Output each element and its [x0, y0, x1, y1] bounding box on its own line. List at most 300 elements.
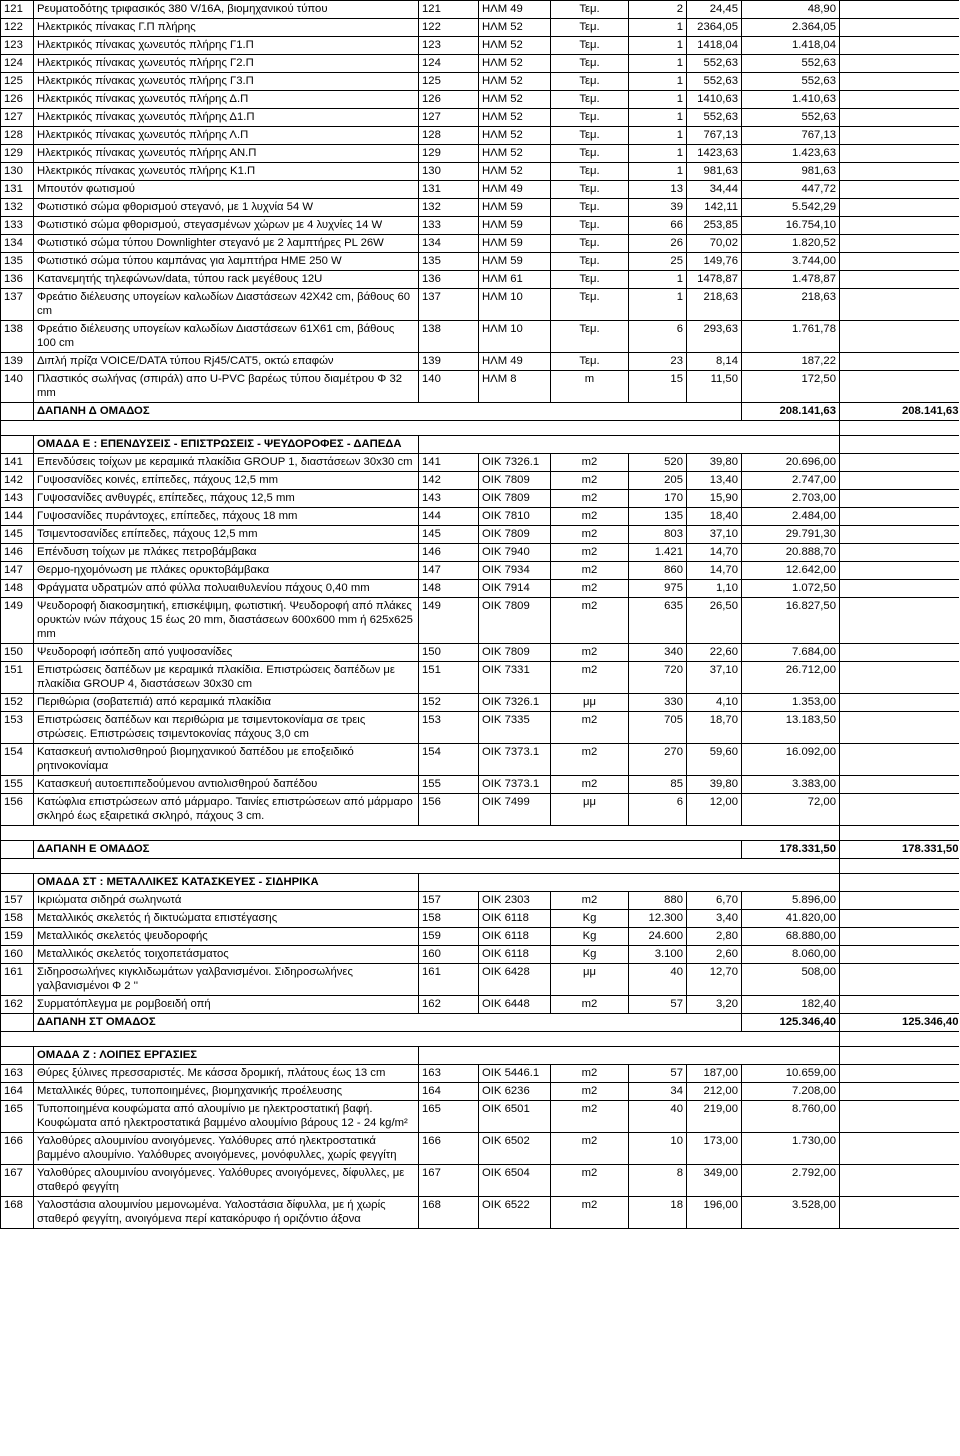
- item-number: 134: [1, 235, 34, 253]
- empty-cell: [840, 472, 959, 490]
- item-unit: Τεμ.: [551, 289, 629, 321]
- item-unit: m2: [551, 598, 629, 644]
- item-quantity: 57: [629, 996, 687, 1014]
- table-row: [1, 1, 959, 19]
- item-quantity: 1: [629, 91, 687, 109]
- table-row: [1, 289, 959, 321]
- item-total: 1.730,00: [742, 1133, 840, 1165]
- item-article-number: 133: [419, 217, 479, 235]
- empty-cell: [840, 644, 959, 662]
- item-description: Φρεάτιο διέλευσης υπογείων καλωδίων Διαστάσεων 61Χ61 cm, βάθους 100 cm: [34, 321, 419, 353]
- table-row: [1, 1083, 959, 1101]
- item-description: Επιστρώσεις δαπέδων με κεραμικά πλακίδια. Επιστρώσεις δαπέδων με πλακίδια GROUP 4, διαστάσεων 30x30 cm: [34, 662, 419, 694]
- item-number: 145: [1, 526, 34, 544]
- empty-cell: [840, 436, 959, 454]
- item-number: 123: [1, 37, 34, 55]
- empty-cell: [840, 235, 959, 253]
- item-description: Ηλεκτρικός πίνακας χωνευτός πλήρης Κ1.Π: [34, 163, 419, 181]
- item-unit: Τεμ.: [551, 19, 629, 37]
- item-quantity: 13: [629, 181, 687, 199]
- item-total: 16.754,10: [742, 217, 840, 235]
- item-code: ΗΛΜ 52: [479, 55, 551, 73]
- table-row: [1, 1133, 959, 1165]
- table-row: [1, 19, 959, 37]
- item-total: 2.484,00: [742, 508, 840, 526]
- item-code: ΗΛΜ 52: [479, 163, 551, 181]
- table-row: [1, 1101, 959, 1133]
- empty-cell: [840, 662, 959, 694]
- group-title: ΟΜΑΔΑ Ζ : ΛΟΙΠΕΣ ΕΡΓΑΣΙΕΣ: [34, 1047, 419, 1065]
- item-article-number: 137: [419, 289, 479, 321]
- empty-cell: [840, 163, 959, 181]
- item-article-number: 161: [419, 964, 479, 996]
- empty-cell: [840, 1165, 959, 1197]
- item-quantity: 1: [629, 55, 687, 73]
- item-unit: Kg: [551, 946, 629, 964]
- empty-cell: [1, 874, 34, 892]
- item-unit: m2: [551, 1133, 629, 1165]
- item-code: ΟΙΚ 7326.1: [479, 454, 551, 472]
- item-unit: Τεμ.: [551, 55, 629, 73]
- item-unit: Kg: [551, 910, 629, 928]
- item-article-number: 160: [419, 946, 479, 964]
- group-subtotal: 178.331,50: [742, 841, 840, 859]
- item-number: 167: [1, 1165, 34, 1197]
- item-quantity: 1: [629, 19, 687, 37]
- item-description: Συρματόπλεγμα με ρομβοειδή οπή: [34, 996, 419, 1014]
- empty-cell: [840, 217, 959, 235]
- item-unit: m2: [551, 776, 629, 794]
- item-code: ΟΙΚ 7809: [479, 598, 551, 644]
- item-number: 136: [1, 271, 34, 289]
- empty-cell: [840, 874, 959, 892]
- item-unit: m2: [551, 1165, 629, 1197]
- item-article-number: 126: [419, 91, 479, 109]
- item-number: 121: [1, 1, 34, 19]
- item-quantity: 860: [629, 562, 687, 580]
- item-description: Πλαστικός σωλήνας (σπιράλ) απο U-PVC βαρέως τύπου διαμέτρου Φ 32 mm: [34, 371, 419, 403]
- item-total: 3.744,00: [742, 253, 840, 271]
- item-number: 156: [1, 794, 34, 826]
- item-code: ΗΛΜ 49: [479, 181, 551, 199]
- item-code: ΟΙΚ 7914: [479, 580, 551, 598]
- group-title: ΟΜΑΔΑ ΣΤ : ΜΕΤΑΛΛΙΚΕΣ ΚΑΤΑΣΚΕΥΕΣ - ΣΙΔΗΡΙΚΑ: [34, 874, 419, 892]
- group-total-row: [1, 403, 959, 421]
- item-number: 144: [1, 508, 34, 526]
- empty-cell: [1, 421, 840, 436]
- item-unit: Τεμ.: [551, 199, 629, 217]
- item-unit-price: 18,40: [687, 508, 742, 526]
- item-article-number: 141: [419, 454, 479, 472]
- item-code: ΗΛΜ 59: [479, 217, 551, 235]
- item-total: 7.684,00: [742, 644, 840, 662]
- item-total: 2.747,00: [742, 472, 840, 490]
- item-unit-price: 12,70: [687, 964, 742, 996]
- item-unit: Τεμ.: [551, 271, 629, 289]
- empty-cell: [840, 928, 959, 946]
- table-row: [1, 73, 959, 91]
- table-body: [1, 1, 959, 1229]
- item-unit-price: 552,63: [687, 73, 742, 91]
- table-row: [1, 744, 959, 776]
- spacer-row: [1, 859, 959, 874]
- item-unit-price: 37,10: [687, 526, 742, 544]
- group-total-carry: 208.141,63: [840, 403, 959, 421]
- item-unit: Τεμ.: [551, 1, 629, 19]
- item-unit-price: 552,63: [687, 55, 742, 73]
- item-quantity: 26: [629, 235, 687, 253]
- empty-cell: [840, 964, 959, 996]
- item-code: ΟΙΚ 7809: [479, 526, 551, 544]
- item-description: Φωτιστικό σώμα τύπου Downlighter στεγανό με 2 λαμπτήρες PL 26W: [34, 235, 419, 253]
- item-description: Τσιμεντοσανίδες επίπεδες, πάχους 12,5 mm: [34, 526, 419, 544]
- empty-cell: [419, 874, 840, 892]
- table-row: [1, 928, 959, 946]
- item-code: ΗΛΜ 59: [479, 253, 551, 271]
- table-row: [1, 472, 959, 490]
- table-row: [1, 145, 959, 163]
- item-article-number: 148: [419, 580, 479, 598]
- table-row: [1, 508, 959, 526]
- item-quantity: 6: [629, 321, 687, 353]
- item-total: 20.888,70: [742, 544, 840, 562]
- group-total-row: [1, 841, 959, 859]
- group-total-carry: 178.331,50: [840, 841, 959, 859]
- table-row: [1, 454, 959, 472]
- empty-cell: [840, 1083, 959, 1101]
- group-title: ΟΜΑΔΑ Ε : ΕΠΕΝΔΥΣΕΙΣ - ΕΠΙΣΤΡΩΣΕΙΣ - ΨΕΥΔΟΡΟΦΕΣ - ΔΑΠΕΔΑ: [34, 436, 419, 454]
- item-unit-price: 253,85: [687, 217, 742, 235]
- table-row: [1, 598, 959, 644]
- empty-cell: [840, 744, 959, 776]
- table-row: [1, 109, 959, 127]
- item-number: 147: [1, 562, 34, 580]
- item-article-number: 167: [419, 1165, 479, 1197]
- item-article-number: 151: [419, 662, 479, 694]
- item-code: ΗΛΜ 59: [479, 235, 551, 253]
- table-row: [1, 217, 959, 235]
- empty-cell: [840, 1101, 959, 1133]
- item-unit-price: 218,63: [687, 289, 742, 321]
- item-unit: m2: [551, 562, 629, 580]
- item-description: Μεταλλικός σκελετός ψευδοροφής: [34, 928, 419, 946]
- item-number: 153: [1, 712, 34, 744]
- item-unit: m2: [551, 472, 629, 490]
- item-unit-price: 349,00: [687, 1165, 742, 1197]
- item-number: 168: [1, 1197, 34, 1229]
- group-total-carry: 125.346,40: [840, 1014, 959, 1032]
- item-code: ΟΙΚ 6504: [479, 1165, 551, 1197]
- item-unit: Τεμ.: [551, 109, 629, 127]
- item-description: Μεταλλικός σκελετός ή δικτυώματα επιστέγασης: [34, 910, 419, 928]
- item-unit-price: 34,44: [687, 181, 742, 199]
- item-quantity: 34: [629, 1083, 687, 1101]
- item-article-number: 155: [419, 776, 479, 794]
- item-article-number: 123: [419, 37, 479, 55]
- empty-cell: [419, 1047, 840, 1065]
- empty-cell: [840, 508, 959, 526]
- item-description: Κατανεμητής τηλεφώνων/data, τύπου rack μεγέθους 12U: [34, 271, 419, 289]
- empty-cell: [840, 776, 959, 794]
- item-code: ΗΛΜ 52: [479, 91, 551, 109]
- empty-cell: [840, 55, 959, 73]
- item-unit-price: 12,00: [687, 794, 742, 826]
- item-quantity: 1: [629, 109, 687, 127]
- item-total: 5.542,29: [742, 199, 840, 217]
- item-unit-price: 8,14: [687, 353, 742, 371]
- item-article-number: 162: [419, 996, 479, 1014]
- group-total-label: ΔΑΠΑΝΗ ΣΤ ΟΜΑΔΟΣ: [34, 1014, 742, 1032]
- empty-cell: [840, 371, 959, 403]
- item-unit: m2: [551, 712, 629, 744]
- item-description: Υαλοθύρες αλουμινίου ανοιγόμενες. Υαλόθυρες ανοιγόμενες, δίφυλλες, με σταθερό φεγγίτη: [34, 1165, 419, 1197]
- item-number: 143: [1, 490, 34, 508]
- empty-cell: [840, 289, 959, 321]
- item-article-number: 124: [419, 55, 479, 73]
- item-unit-price: 39,80: [687, 776, 742, 794]
- item-description: Ηλεκτρικός πίνακας χωνευτός πλήρης Γ3.Π: [34, 73, 419, 91]
- item-code: ΟΙΚ 6501: [479, 1101, 551, 1133]
- item-total: 2.364,05: [742, 19, 840, 37]
- empty-cell: [840, 1133, 959, 1165]
- item-description: Ηλεκτρικός πίνακας χωνευτός πλήρης Δ1.Π: [34, 109, 419, 127]
- empty-cell: [840, 859, 959, 874]
- item-unit: Τεμ.: [551, 253, 629, 271]
- item-unit: Τεμ.: [551, 91, 629, 109]
- table-row: [1, 55, 959, 73]
- item-quantity: 720: [629, 662, 687, 694]
- item-article-number: 146: [419, 544, 479, 562]
- empty-cell: [840, 910, 959, 928]
- item-description: Φρεάτιο διέλευσης υπογείων καλωδίων Διαστάσεων 42Χ42 cm, βάθους 60 cm: [34, 289, 419, 321]
- item-unit: μμ: [551, 964, 629, 996]
- item-description: Ηλεκτρικός πίνακας χωνευτός πλήρης Γ2.Π: [34, 55, 419, 73]
- item-number: 122: [1, 19, 34, 37]
- empty-cell: [840, 892, 959, 910]
- item-total: 7.208,00: [742, 1083, 840, 1101]
- item-article-number: 136: [419, 271, 479, 289]
- item-unit-price: 14,70: [687, 544, 742, 562]
- item-number: 165: [1, 1101, 34, 1133]
- item-number: 137: [1, 289, 34, 321]
- item-total: 48,90: [742, 1, 840, 19]
- item-code: ΟΙΚ 7499: [479, 794, 551, 826]
- item-code: ΗΛΜ 52: [479, 127, 551, 145]
- item-unit-price: 24,45: [687, 1, 742, 19]
- table-row: [1, 892, 959, 910]
- group-total-row: [1, 1014, 959, 1032]
- group-heading-row: [1, 874, 959, 892]
- group-total-label: ΔΑΠΑΝΗ Δ ΟΜΑΔΟΣ: [34, 403, 742, 421]
- empty-cell: [1, 1032, 840, 1047]
- item-quantity: 205: [629, 472, 687, 490]
- item-unit-price: 981,63: [687, 163, 742, 181]
- item-article-number: 121: [419, 1, 479, 19]
- item-quantity: 57: [629, 1065, 687, 1083]
- item-quantity: 270: [629, 744, 687, 776]
- table-row: [1, 371, 959, 403]
- item-quantity: 1: [629, 37, 687, 55]
- item-total: 68.880,00: [742, 928, 840, 946]
- item-number: 162: [1, 996, 34, 1014]
- item-total: 3.383,00: [742, 776, 840, 794]
- empty-cell: [840, 580, 959, 598]
- item-unit-price: 15,90: [687, 490, 742, 508]
- item-unit: Kg: [551, 928, 629, 946]
- table-row: [1, 181, 959, 199]
- item-unit: Τεμ.: [551, 73, 629, 91]
- item-number: 164: [1, 1083, 34, 1101]
- item-number: 161: [1, 964, 34, 996]
- item-article-number: 132: [419, 199, 479, 217]
- item-code: ΟΙΚ 6428: [479, 964, 551, 996]
- item-unit-price: 18,70: [687, 712, 742, 744]
- item-unit: m2: [551, 1197, 629, 1229]
- empty-cell: [1, 1014, 34, 1032]
- item-unit-price: 11,50: [687, 371, 742, 403]
- table-row: [1, 37, 959, 55]
- item-number: 160: [1, 946, 34, 964]
- item-description: Φωτιστικό σώμα φθορισμού στεγανό, με 1 λυχνία 54 W: [34, 199, 419, 217]
- empty-cell: [840, 946, 959, 964]
- item-description: Κατασκευή αυτοεπιπεδούμενου αντιολισθηρού δαπέδου: [34, 776, 419, 794]
- item-quantity: 2: [629, 1, 687, 19]
- item-total: 13.183,50: [742, 712, 840, 744]
- item-article-number: 164: [419, 1083, 479, 1101]
- item-total: 1.418,04: [742, 37, 840, 55]
- item-total: 5.896,00: [742, 892, 840, 910]
- empty-cell: [840, 712, 959, 744]
- item-description: Υαλοθύρες αλουμινίου ανοιγόμενες. Υαλόθυρες από ηλεκτροστατικά βαμμένο αλουμίνιο. Υαλόθυρες ανοιγόμενες, μονόφυλλες, χωρίς φεγγίτη: [34, 1133, 419, 1165]
- item-number: 131: [1, 181, 34, 199]
- table-row: [1, 321, 959, 353]
- item-article-number: 130: [419, 163, 479, 181]
- table-row: [1, 271, 959, 289]
- item-number: 154: [1, 744, 34, 776]
- item-description: Ψευδοροφή ισόπεδη από γυψοσανίδες: [34, 644, 419, 662]
- empty-cell: [840, 421, 959, 436]
- item-quantity: 975: [629, 580, 687, 598]
- empty-cell: [840, 490, 959, 508]
- spacer-row: [1, 826, 959, 841]
- item-unit: μμ: [551, 694, 629, 712]
- empty-cell: [840, 91, 959, 109]
- item-article-number: 144: [419, 508, 479, 526]
- item-code: ΗΛΜ 52: [479, 145, 551, 163]
- empty-cell: [840, 321, 959, 353]
- item-quantity: 12.300: [629, 910, 687, 928]
- item-total: 1.353,00: [742, 694, 840, 712]
- item-total: 26.712,00: [742, 662, 840, 694]
- item-code: ΟΙΚ 7335: [479, 712, 551, 744]
- empty-cell: [840, 1047, 959, 1065]
- empty-cell: [840, 1197, 959, 1229]
- item-code: ΟΙΚ 6502: [479, 1133, 551, 1165]
- item-quantity: 1: [629, 163, 687, 181]
- item-unit-price: 26,50: [687, 598, 742, 644]
- item-number: 127: [1, 109, 34, 127]
- empty-cell: [1, 436, 34, 454]
- item-unit: m2: [551, 508, 629, 526]
- item-number: 133: [1, 217, 34, 235]
- item-unit-price: 22,60: [687, 644, 742, 662]
- item-description: Ηλεκτρικός πίνακας χωνευτός πλήρης ΑΝ.Π: [34, 145, 419, 163]
- item-unit-price: 1,10: [687, 580, 742, 598]
- empty-cell: [1, 403, 34, 421]
- item-quantity: 8: [629, 1165, 687, 1197]
- item-unit: m2: [551, 1083, 629, 1101]
- item-code: ΟΙΚ 5446.1: [479, 1065, 551, 1083]
- group-heading-row: [1, 1047, 959, 1065]
- item-code: ΗΛΜ 52: [479, 19, 551, 37]
- item-code: ΗΛΜ 10: [479, 289, 551, 321]
- item-unit: m2: [551, 454, 629, 472]
- item-quantity: 25: [629, 253, 687, 271]
- item-description: Διπλή πρίζα VOICE/DATA τύπου Rj45/CAT5, οκτώ επαφών: [34, 353, 419, 371]
- item-number: 149: [1, 598, 34, 644]
- item-code: ΗΛΜ 52: [479, 37, 551, 55]
- item-total: 41.820,00: [742, 910, 840, 928]
- item-description: Ηλεκτρικός πίνακας χωνευτός πλήρης Δ.Π: [34, 91, 419, 109]
- item-total: 1.478,87: [742, 271, 840, 289]
- item-quantity: 705: [629, 712, 687, 744]
- item-unit: m2: [551, 644, 629, 662]
- item-article-number: 150: [419, 644, 479, 662]
- item-total: 10.659,00: [742, 1065, 840, 1083]
- item-code: ΗΛΜ 10: [479, 321, 551, 353]
- group-heading-row: [1, 436, 959, 454]
- table-row: [1, 490, 959, 508]
- item-unit: Τεμ.: [551, 235, 629, 253]
- item-unit: Τεμ.: [551, 181, 629, 199]
- item-article-number: 127: [419, 109, 479, 127]
- table-row: [1, 946, 959, 964]
- item-code: ΗΛΜ 49: [479, 353, 551, 371]
- empty-cell: [1, 826, 840, 841]
- empty-cell: [840, 544, 959, 562]
- item-number: 148: [1, 580, 34, 598]
- empty-cell: [840, 199, 959, 217]
- item-number: 151: [1, 662, 34, 694]
- item-total: 218,63: [742, 289, 840, 321]
- item-number: 130: [1, 163, 34, 181]
- item-unit-price: 3,20: [687, 996, 742, 1014]
- item-article-number: 149: [419, 598, 479, 644]
- item-unit: Τεμ.: [551, 321, 629, 353]
- item-total: 16.092,00: [742, 744, 840, 776]
- item-unit: m2: [551, 580, 629, 598]
- item-quantity: 135: [629, 508, 687, 526]
- item-article-number: 128: [419, 127, 479, 145]
- item-unit: m2: [551, 996, 629, 1014]
- item-total: 3.528,00: [742, 1197, 840, 1229]
- item-article-number: 163: [419, 1065, 479, 1083]
- item-unit: m: [551, 371, 629, 403]
- item-code: ΟΙΚ 7940: [479, 544, 551, 562]
- table-row: [1, 353, 959, 371]
- item-number: 126: [1, 91, 34, 109]
- item-unit: Τεμ.: [551, 163, 629, 181]
- empty-cell: [840, 562, 959, 580]
- item-total: 182,40: [742, 996, 840, 1014]
- item-article-number: 143: [419, 490, 479, 508]
- item-number: 132: [1, 199, 34, 217]
- item-quantity: 85: [629, 776, 687, 794]
- item-unit-price: 6,70: [687, 892, 742, 910]
- item-code: ΟΙΚ 7934: [479, 562, 551, 580]
- item-article-number: 157: [419, 892, 479, 910]
- item-unit-price: 1410,63: [687, 91, 742, 109]
